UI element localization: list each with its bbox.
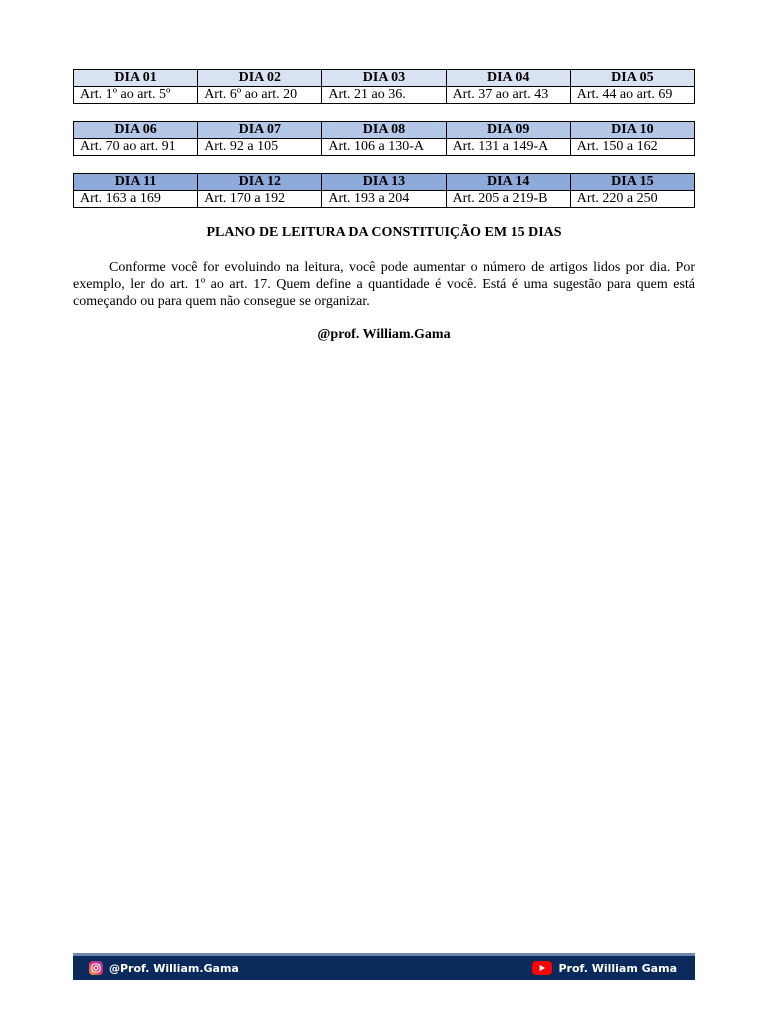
youtube-channel: Prof. William Gama	[558, 961, 677, 975]
day-header: DIA 01	[74, 70, 198, 87]
day-header: DIA 05	[570, 70, 694, 87]
article-range-cell: Art. 37 ao art. 43	[446, 87, 570, 104]
reading-plan-table-2	[73, 121, 695, 156]
article-range-cell: Art. 92 a 105	[198, 139, 322, 156]
article-range-cell: Art. 193 a 204	[322, 191, 446, 208]
article-range-cell: Art. 6º ao art. 20	[198, 87, 322, 104]
table-row	[74, 191, 695, 208]
article-range-cell: Art. 220 a 250	[570, 191, 694, 208]
table-header-row	[74, 174, 695, 191]
youtube-icon	[532, 961, 552, 975]
body-paragraph: Conforme você for evoluindo na leitura, você pode aumentar o número de artigos lidos por dia. Por exemplo, ler do art. 1º ao art. 17. Quem define a quantidade é você. Está é uma sugestão para quem está começando ou para quem não consegue se organizar.	[73, 260, 695, 309]
table-row	[74, 87, 695, 104]
document-title: PLANO DE LEITURA DA CONSTITUIÇÃO EM 15 DIAS	[206, 225, 562, 240]
day-header: DIA 02	[198, 70, 322, 87]
day-header: DIA 12	[198, 174, 322, 191]
day-header: DIA 15	[570, 174, 694, 191]
day-header: DIA 13	[322, 174, 446, 191]
table-header-row	[74, 70, 695, 87]
day-header: DIA 10	[570, 122, 694, 139]
article-range-cell: Art. 106 a 130-A	[322, 139, 446, 156]
reading-plan-table-3	[73, 173, 695, 208]
youtube-link[interactable]	[532, 961, 677, 975]
day-header: DIA 08	[322, 122, 446, 139]
day-header: DIA 03	[322, 70, 446, 87]
day-header: DIA 11	[74, 174, 198, 191]
article-range-cell: Art. 150 a 162	[570, 139, 694, 156]
article-range-cell: Art. 1º ao art. 5º	[74, 87, 198, 104]
article-range-cell: Art. 21 ao 36.	[322, 87, 446, 104]
day-header: DIA 14	[446, 174, 570, 191]
table-row	[74, 139, 695, 156]
day-header: DIA 06	[74, 122, 198, 139]
document-page	[73, 69, 695, 343]
table-header-row	[74, 122, 695, 139]
footer-banner	[73, 953, 695, 980]
day-header: DIA 07	[198, 122, 322, 139]
instagram-link[interactable]	[89, 961, 239, 975]
article-range-cell: Art. 70 ao art. 91	[74, 139, 198, 156]
article-range-cell: Art. 205 a 219-B	[446, 191, 570, 208]
instagram-icon	[89, 961, 103, 975]
reading-plan-table-1	[73, 69, 695, 104]
instagram-handle: @Prof. William.Gama	[109, 961, 239, 975]
author-signature: @prof. William.Gama	[317, 327, 451, 342]
article-range-cell: Art. 44 ao art. 69	[570, 87, 694, 104]
article-range-cell: Art. 170 a 192	[198, 191, 322, 208]
article-range-cell: Art. 163 a 169	[74, 191, 198, 208]
day-header: DIA 09	[446, 122, 570, 139]
day-header: DIA 04	[446, 70, 570, 87]
article-range-cell: Art. 131 a 149-A	[446, 139, 570, 156]
